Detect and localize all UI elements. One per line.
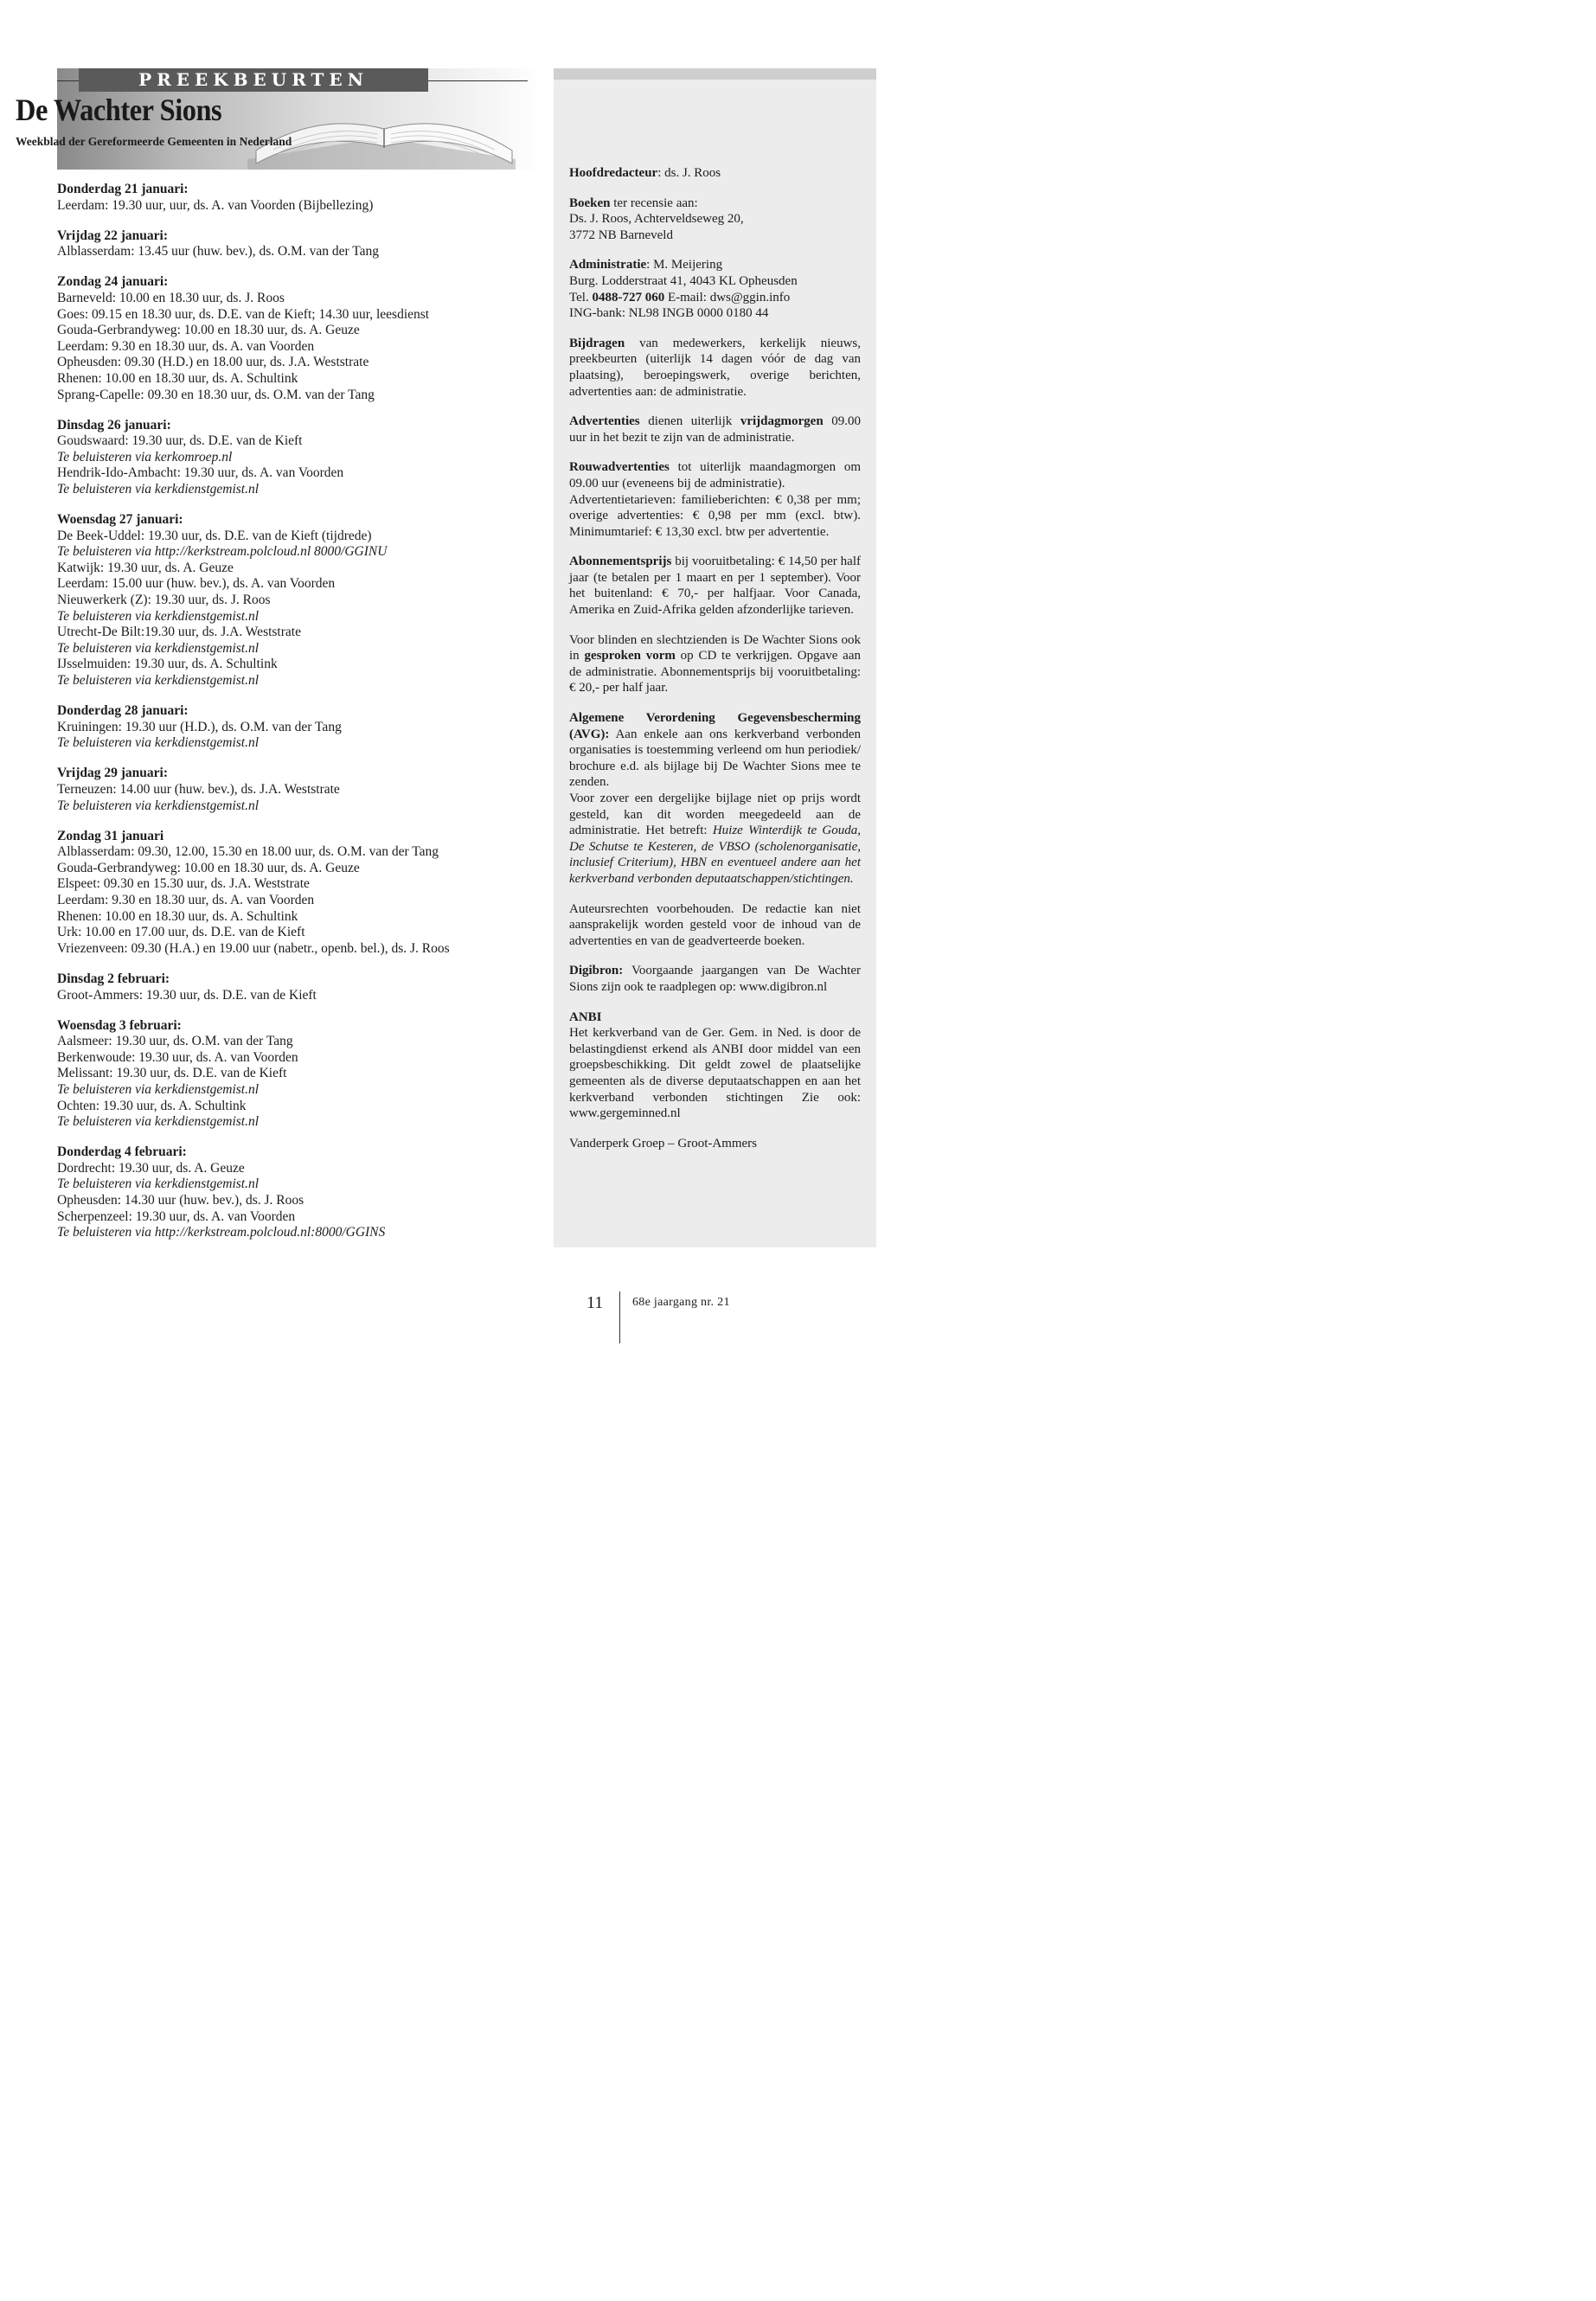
broadcast-note: Te beluisteren via kerkdienstgemist.nl [57, 608, 260, 624]
broadcast-note: Te beluisteren via kerkdienstgemist.nl [57, 1082, 260, 1097]
broadcast-note: Te beluisteren via kerkdienstgemist.nl [57, 1114, 260, 1130]
service-entry: Melissant: 19.30 uur, ds. D.E. van de Kieft [57, 1066, 287, 1081]
broadcast-note: Te beluisteren via kerkdienstgemist.nl [57, 735, 260, 751]
service-entry: Leerdam: 9.30 en 18.30 uur, ds. A. van Voorden [57, 893, 315, 908]
service-entry: Barneveld: 10.00 en 18.30 uur, ds. J. Roos [57, 290, 285, 305]
service-entry: Aalsmeer: 19.30 uur, ds. O.M. van der Tang [57, 1034, 293, 1049]
service-day [57, 766, 542, 814]
service-entry: Rhenen: 10.00 en 18.30 uur, ds. A. Schultink [57, 370, 298, 386]
service-entry: Opheusden: 09.30 (H.D.) en 18.00 uur, ds. J.A. Weststrate [57, 355, 369, 370]
service-day [57, 512, 542, 689]
service-entry: Goudswaard: 19.30 uur, ds. D.E. van de Kieft [57, 433, 303, 449]
colophon-text [569, 165, 861, 1165]
service-entry: De Beek-Uddel: 19.30 uur, ds. D.E. van de Kieft (tijdrede) [57, 528, 372, 543]
colophon-drukker: Vanderperk Groep – Groot-Ammers [569, 1136, 758, 1150]
broadcast-note: Te beluisteren via http://kerkstream.polcloud.nl 8000/GGINU [57, 544, 388, 560]
service-entry: Vriezenveen: 09.30 (H.A.) en 19.00 uur (nabetr., openb. bel.), ds. J. Roos [57, 940, 450, 956]
service-entry: Leerdam: 15.00 uur (huw. bev.), ds. A. van Voorden [57, 576, 336, 592]
service-entry: Groot-Ammers: 19.30 uur, ds. D.E. van de Kieft [57, 987, 317, 1003]
service-entry: Gouda-Gerbrandyweg: 10.00 en 18.30 uur, ds. A. Geuze [57, 323, 360, 338]
service-entry: Kruiningen: 19.30 uur (H.D.), ds. O.M. van der Tang [57, 719, 342, 734]
colophon-anbi: ANBI Het kerkverband van de Ger. Gem. in Ned. is door de belastingdienst erkend als ANBI door middel van een groepsbeschikking. Dit geldt zowel de plaatselijke gemeenten als de diverse deputaatschappen en aan het kerkverband verbonden stichtingen Zie ook: www.gergeminned.nl [569, 1009, 861, 1121]
service-entry: Utrecht-De Bilt:19.30 uur, ds. J.A. Weststrate [57, 625, 301, 640]
service-entry: Hendrik-Ido-Ambacht: 19.30 uur, ds. A. van Voorden [57, 465, 344, 481]
service-entry: Gouda-Gerbrandyweg: 10.00 en 18.30 uur, ds. A. Geuze [57, 860, 360, 875]
service-day [57, 418, 542, 498]
masthead-title: De Wachter Sions [16, 93, 222, 127]
service-day [57, 971, 542, 1003]
service-entry: Alblasserdam: 09.30, 12.00, 15.30 en 18.00 uur, ds. O.M. van der Tang [57, 844, 439, 860]
colophon-hoofdredacteur: Hoofdredacteur: ds. J. Roos [569, 166, 721, 180]
service-entry: Berkenwoude: 19.30 uur, ds. A. van Voorden [57, 1049, 298, 1065]
preekbeurten-list [57, 182, 542, 1255]
colophon-abonnementsprijs: Abonnementsprijs bij vooruitbetaling: € 14,50 per half jaar (te betalen per 1 maart en per 1 september). Voor het buitenland: € 70,- per halfjaar. Voor Canada, Amerika en Zuid-Afrika gelden afzonderlijke tarieven. [569, 554, 861, 618]
service-day-heading: Vrijdag 29 januari: [57, 766, 169, 781]
service-day [57, 1018, 542, 1131]
service-day-heading: Vrijdag 22 januari: [57, 228, 169, 243]
folio-divider [619, 1292, 620, 1343]
colophon-boeken: Boeken ter recensie aan: Ds. J. Roos, Achterveldseweg 20, 3772 NB Barneveld [569, 195, 744, 242]
service-entry: Alblasserdam: 13.45 uur (huw. bev.), ds. O.M. van der Tang [57, 244, 379, 260]
service-day-heading: Donderdag 28 januari: [57, 703, 189, 719]
broadcast-note: Te beluisteren via kerkomroep.nl [57, 449, 233, 465]
service-entry: Terneuzen: 14.00 uur (huw. bev.), ds. J.A. Weststrate [57, 782, 340, 797]
broadcast-note: Te beluisteren via kerkdienstgemist.nl [57, 640, 260, 656]
service-day [57, 829, 542, 958]
service-day [57, 228, 542, 260]
service-entry: Dordrecht: 19.30 uur, ds. A. Geuze [57, 1160, 245, 1176]
colophon-administratie: Administratie: M. Meijering Burg. Lodderstraat 41, 4043 KL Opheusden Tel. 0488-727 060 E-mail: dws@ggin.info ING-bank: NL98 INGB 0000 0180 44 [569, 258, 798, 321]
service-day-heading: Donderdag 4 februari: [57, 1144, 187, 1160]
broadcast-note: Te beluisteren via kerkdienstgemist.nl [57, 482, 260, 497]
colophon-auteursrechten: Auteursrechten voorbehouden. De redactie kan niet aansprakelijk worden gesteld voor de inhoud van de advertenties en van de geadverteerde boeken. [569, 901, 861, 948]
service-day-heading: Woensdag 27 januari: [57, 512, 183, 528]
service-day [57, 1144, 542, 1241]
service-day-heading: Dinsdag 2 februari: [57, 971, 170, 986]
broadcast-note: Te beluisteren via kerkdienstgemist.nl [57, 673, 260, 689]
colophon-digibron: Digibron: Voorgaande jaargangen van De Wachter Sions zijn ook te raadplegen op: www.digibron.nl [569, 964, 861, 994]
service-entry: Elspeet: 09.30 en 15.30 uur, ds. J.A. Weststrate [57, 876, 310, 892]
service-entry: Scherpenzeel: 19.30 uur, ds. A. van Voorden [57, 1208, 296, 1224]
service-day [57, 182, 542, 214]
page-number: 11 [586, 1293, 604, 1312]
broadcast-note: Te beluisteren via kerkdienstgemist.nl [57, 1176, 260, 1192]
service-entry: Katwijk: 19.30 uur, ds. A. Geuze [57, 560, 234, 575]
colophon-bijdragen: Bijdragen van medewerkers, kerkelijk nieuws, preekbeurten (uiterlijk 14 dagen vóór de dag van plaatsing), beroepingswerk, overige berichten, advertenties aan: de administratie. [569, 336, 861, 399]
service-day-heading: Woensdag 3 februari: [57, 1017, 182, 1033]
masthead-subtitle: Weekblad der Gereformeerde Gemeenten in Nederland [16, 135, 292, 148]
colophon-avg: Algemene Verordening Gegevensbescherming (AVG): Aan enkele aan ons kerkverband verbonden organisaties is toestemming verleend om hun periodiek/ brochure e.d. als bijlage bij De Wachter Sions mee te zenden. Voor zover een dergelijke bijlage niet op prijs wordt gesteld, kan dit worden meegedeeld aan de administratie. Het betreft: Huize Winterdijk te Gouda, De Schutse te Kesteren, de VBSO (scholenorganisatie, inclusief Criterium), HBN en eventueel andere aan het kerkverband verbonden deputaatschappen/stichtingen. [569, 711, 861, 886]
service-entry: Sprang-Capelle: 09.30 en 18.30 uur, ds. O.M. van der Tang [57, 387, 375, 402]
colophon-top-bar [554, 68, 876, 80]
service-day [57, 703, 542, 752]
service-entry: Ochten: 19.30 uur, ds. A. Schultink [57, 1098, 247, 1113]
service-entry: Nieuwerkerk (Z): 19.30 uur, ds. J. Roos [57, 593, 271, 608]
service-entry: Leerdam: 9.30 en 18.30 uur, ds. A. van Voorden [57, 338, 315, 354]
service-entry: Rhenen: 10.00 en 18.30 uur, ds. A. Schultink [57, 908, 298, 924]
service-entry: Opheusden: 14.30 uur (huw. bev.), ds. J. Roos [57, 1193, 304, 1208]
service-entry: Leerdam: 19.30 uur, uur, ds. A. van Voorden (Bijbellezing) [57, 197, 374, 213]
broadcast-note: Te beluisteren via kerkdienstgemist.nl [57, 798, 260, 813]
service-entry: Urk: 10.00 en 17.00 uur, ds. D.E. van de Kieft [57, 925, 305, 940]
service-entry: Goes: 09.15 en 18.30 uur, ds. D.E. van de Kieft; 14.30 uur, leesdienst [57, 306, 430, 322]
colophon-rouwadvertenties: Rouwadvertenties tot uiterlijk maandagmorgen om 09.00 uur (eveneens bij de administratie). Advertentietarieven: familieberichten: € 0,38 per mm; overige advertenties: € 0,98 per mm (excl. btw). Minimumtarief: € 13,30 excl. btw per advertentie. [569, 460, 861, 539]
service-day-heading: Dinsdag 26 januari: [57, 417, 171, 433]
service-day-heading: Zondag 31 januari [57, 828, 164, 843]
broadcast-note: Te beluisteren via http://kerkstream.polcloud.nl:8000/GGINS [57, 1225, 386, 1240]
colophon-blinden: Voor blinden en slechtzienden is De Wachter Sions ook in gesproken vorm op CD te verkrijgen. Opgave aan de administratie. Abonnementsprijs bij vooruitbetaling: € 20,- per half jaar. [569, 632, 861, 695]
service-day-heading: Donderdag 21 januari: [57, 182, 189, 196]
service-entry: IJsselmuiden: 19.30 uur, ds. A. Schultink [57, 657, 278, 672]
issue-label: 68e jaargang nr. 21 [632, 1296, 730, 1309]
section-label: PREEKBEURTEN [79, 68, 428, 92]
colophon-advertenties: Advertenties dienen uiterlijk vrijdagmorgen 09.00 uur in het bezit te zijn van de administratie. [569, 414, 861, 445]
service-day-heading: Zondag 24 januari: [57, 274, 169, 290]
service-day [57, 274, 542, 403]
